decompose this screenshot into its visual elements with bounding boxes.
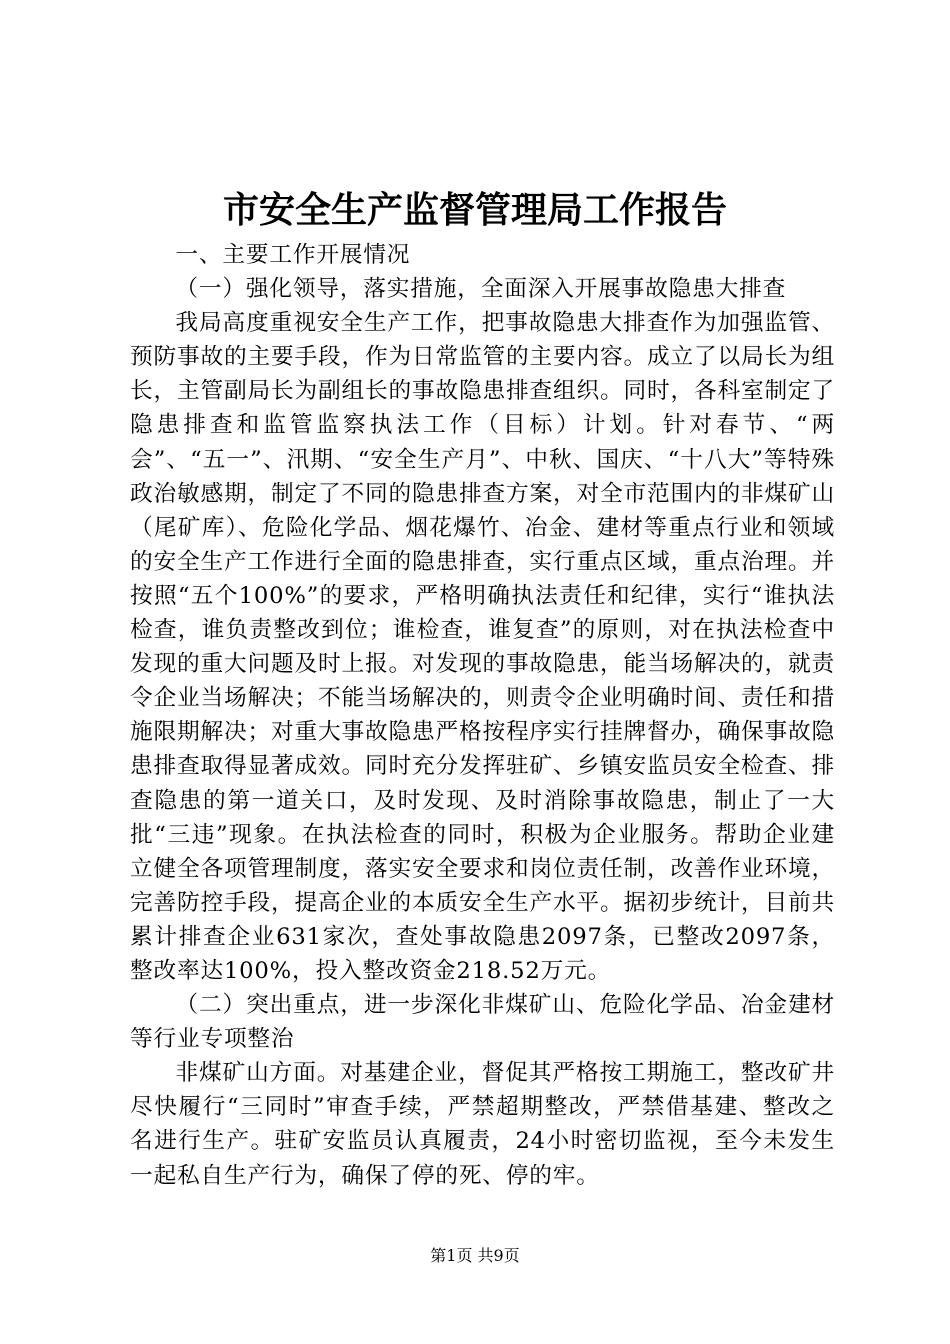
document-title: 市安全生产监督管理局工作报告 <box>222 189 727 231</box>
body-paragraph-1: 我局高度重视安全生产工作，把事故隐患大排查作为加强监管、预防事故的主要手段，作为日常监管的主要内容。成立了以局长为组长，主管副局长为副组长的事故隐患排查组织。同时，各科室制定了隐患排查和监管监察执法工作（目标）计划。针对春节、“两会”、“五一”、汛期、“安全生产月”、中秋、国庆、“十八大”等特殊政治敏感期，制定了不同的隐患排查方案，对全市范围内的非煤矿山（尾矿库）、危险化学品、烟花爆竹、冶金、建材等重点行业和领域的安全生产工作进行全面的隐患排查，实行重点区域，重点治理。并按照“五个100%”的要求，严格明确执法责任和纪律，实行“谁执法检查，谁负责整改到位；谁检查，谁复查”的原则，对在执法检查中发现的重大问题及时上报。对发现的事故隐患，能当场解决的，就责令企业当场解决；不能当场解决的，则责令企业明确时间、责任和措施限期解决；对重大事故隐患严格按程序实行挂牌督办，确保事故隐患排查取得显著成效。同时充分发挥驻矿、乡镇安监员安全检查、排查隐患的第一道关口，及时发现、及时消除事故隐患，制止了一大批“三违”现象。在执法检查的同时，积极为企业服务。帮助企业建立健全各项管理制度，落实安全要求和岗位责任制，改善作业环境，完善防控手段，提高企业的本质安全生产水平。据初步统计，目前共累计排查企业631家次，查处事故隐患2097条，已整改2097条，整改率达100%，投入整改资金218.52万元。 <box>130 310 835 984</box>
document-body <box>130 238 835 1193</box>
subsection-heading-1: （一）强化领导，落实措施，全面深入开展事故隐患大排查 <box>175 276 787 303</box>
page-footer: 第1页 共9页 <box>430 1246 520 1265</box>
subsection-heading-2: （二）突出重点，进一步深化非煤矿山、危险化学品、冶金建材等行业专项整治 <box>130 992 835 1053</box>
body-paragraph-2: 非煤矿山方面。对基建企业，督促其严格按工期施工，整改矿井尽快履行“三同时”审查手续，严禁超期整改，严禁借基建、整改之名进行生产。驻矿安监员认真履责，24小时密切监视，至今未发生一起私自生产行为，确保了停的死、停的牢。 <box>130 1060 835 1189</box>
section-heading-1: 一、主要工作开展情况 <box>175 242 411 268</box>
